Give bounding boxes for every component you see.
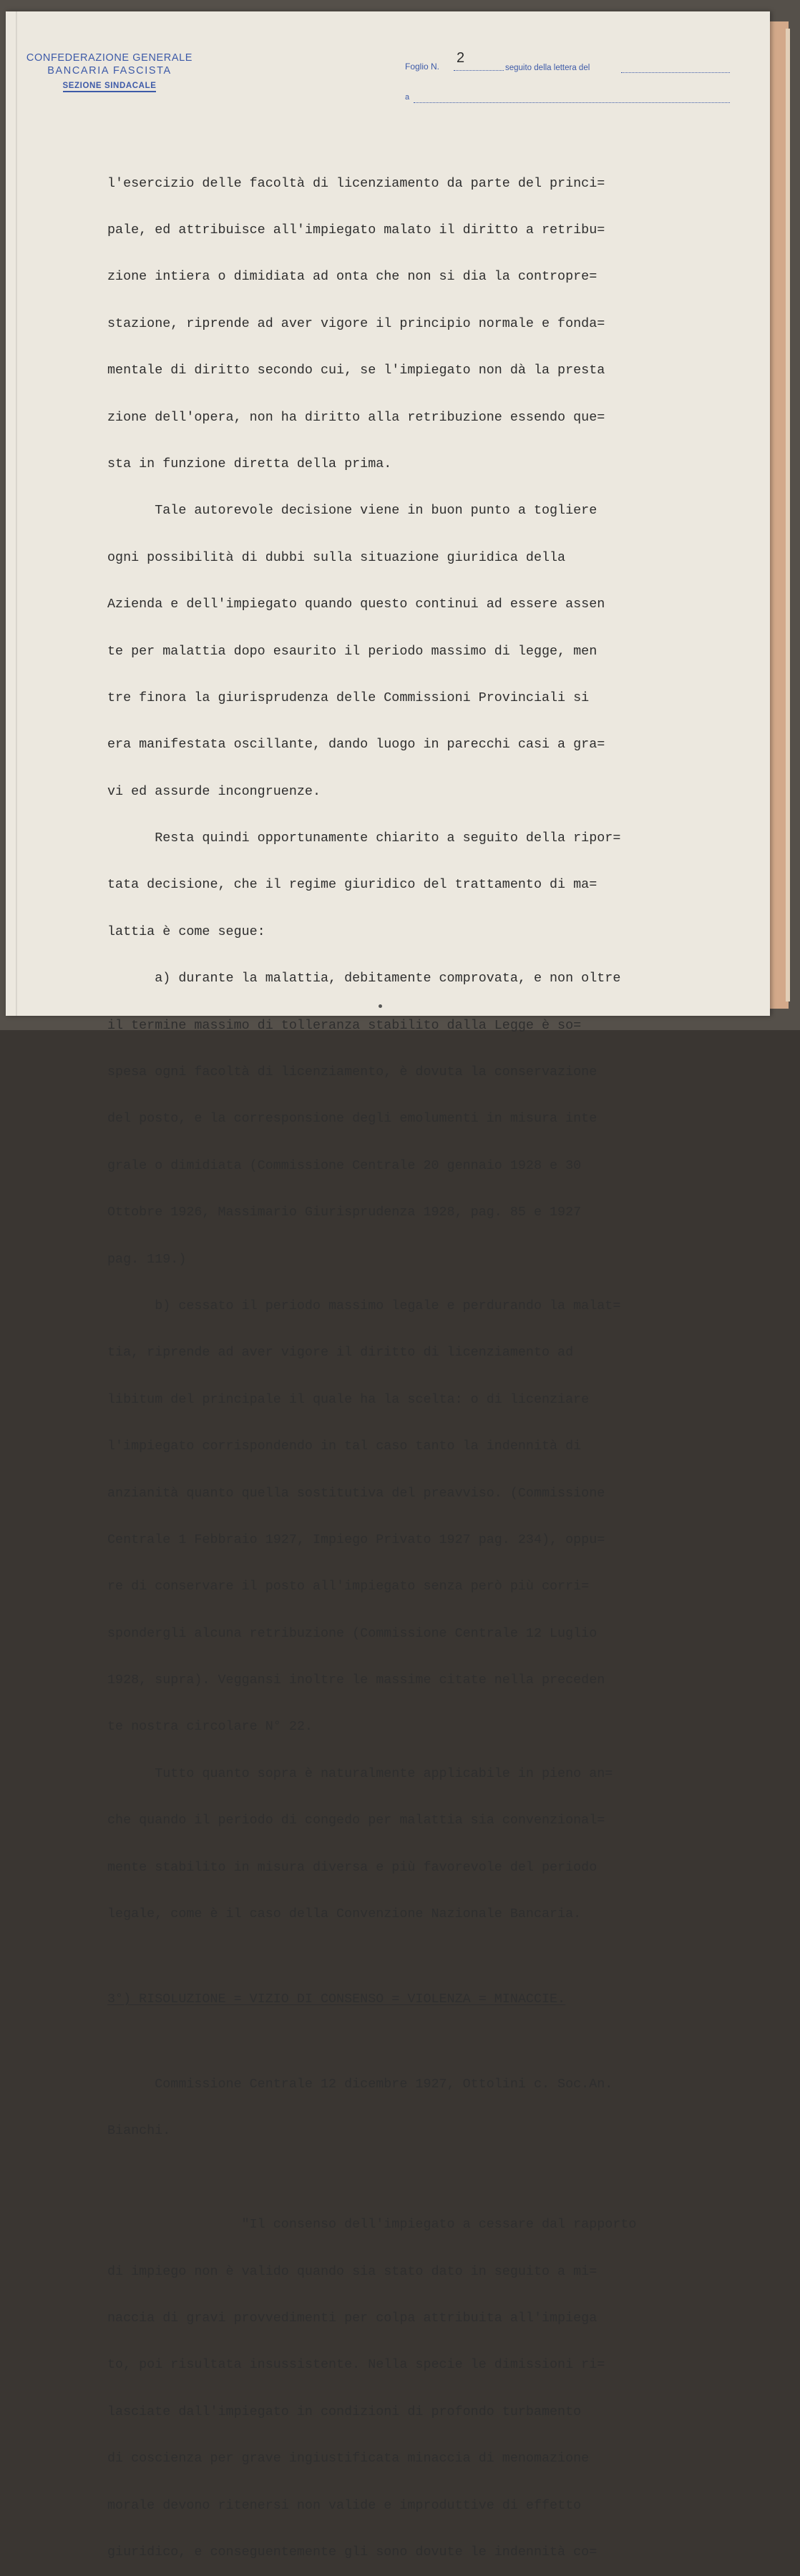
body-line: b) cessato il periodo massimo legale e perdurando la malat= xyxy=(107,1298,621,1313)
body-line: "Il consenso dell'impiegato a cessare dal rapporto xyxy=(107,2217,637,2233)
body-line: sta in funzione diretta della prima. xyxy=(107,456,392,471)
body-line: ogni possibilità di dubbi sulla situazione giuridica della xyxy=(107,549,566,565)
body-line: tre finora la giurisprudenza delle Commissioni Provinciali si xyxy=(107,690,590,705)
body-line: giuridico, e conseguentemente gli sono dovute le indennità co= xyxy=(107,2544,597,2560)
body-line: Ottobre 1926, Massimario Giurisprudenza 1928, pag. 85 e 1927 xyxy=(107,1205,582,1220)
body-line: Tale autorevole decisione viene in buon punto a togliere xyxy=(107,503,597,519)
body-line: era manifestata oscillante, dando luogo in parecchi casi a gra= xyxy=(107,737,605,753)
body-line: Azienda e dell'impiegato quando questo continui ad essere assen xyxy=(107,597,605,612)
body-line: tata decisione, che il regime giuridico del trattamento di ma= xyxy=(107,877,597,893)
body-line: zione dell'opera, non ha diritto alla retribuzione essendo que= xyxy=(107,409,605,425)
typewritten-body xyxy=(107,145,701,2576)
body-line: Bianchi. xyxy=(107,2123,171,2139)
recipient-label: a xyxy=(405,93,410,102)
body-line: 1928, supra). Veggansi inoltre le massime citate nella preceden xyxy=(107,1673,605,1688)
body-line: lasciate dall'impiegato in condizioni di profondo turbamento xyxy=(107,2404,582,2419)
seguito-label: seguito della lettera del xyxy=(505,64,590,72)
spacer xyxy=(107,2038,701,2045)
body-line: morale devono ritenersi non valide e improduttive di effetto xyxy=(107,2497,582,2513)
body-line: l'impiegato corrispondendo in tal caso tanto la indennità di xyxy=(107,1439,582,1454)
foglio-dotted-line xyxy=(454,70,504,71)
foglio-number: 2 xyxy=(457,50,465,66)
body-line: l'esercizio delle facoltà di licenziamento da parte del princi= xyxy=(107,175,605,191)
body-line: libitum del principale il quale ha la scelta: o di licenziare xyxy=(107,1391,590,1407)
body-line: grale o dimidiata (Commissione Centrale 20 gennaio 1928 e 30 xyxy=(107,1157,582,1173)
body-line: di coscienza per grave ingiustificata minaccia di menomazione xyxy=(107,2451,590,2467)
body-line: Resta quindi opportunamente chiarito a seguito della ripor= xyxy=(107,831,621,846)
body-line: lattia è come segue: xyxy=(107,924,265,939)
body-line: del posto, e la corresponsione degli emolumenti in misura inte xyxy=(107,1111,597,1127)
foglio-label: Foglio N. xyxy=(405,62,440,72)
body-line: Tutto quanto sopra è naturalmente applicabile in pieno an= xyxy=(107,1766,613,1781)
body-line: Centrale 1 Febbraio 1927, Impiego Privato 1927 pag. 234), oppu= xyxy=(107,1532,605,1547)
body-line: stazione, riprende ad aver vigore il principio normale e fonda= xyxy=(107,315,605,331)
spacer xyxy=(107,1953,701,1960)
page-mark-dot xyxy=(379,1004,382,1008)
body-line: pag. 119.) xyxy=(107,1251,187,1267)
seguito-dotted-line xyxy=(621,72,730,73)
body-line: mente stabilito in misura diversa e più favorevole del periodo xyxy=(107,1859,597,1875)
letterhead-line-1: CONFEDERAZIONE GENERALE xyxy=(26,52,193,64)
body-line: tia, riprende ad aver vigore il diritto di licenziamento ad xyxy=(107,1345,574,1361)
recipient-dotted-line xyxy=(414,102,730,103)
body-line: di impiego non è valido quando sia stato dato in seguito a mi= xyxy=(107,2263,597,2279)
letterhead-line-2: BANCARIA FASCISTA xyxy=(47,65,172,77)
body-line: pale, ed attribuisce all'impiegato malato il diritto a retribu= xyxy=(107,222,605,237)
section-heading: 3°) RISOLUZIONE = VIZIO DI CONSENSO = VIOLENZA = MINACCIE. xyxy=(107,1992,566,2007)
body-line xyxy=(107,2170,701,2186)
body-line: mentale di diritto secondo cui, se l'impiegato non dà la presta xyxy=(107,363,605,378)
letterhead-section: SEZIONE SINDACALE xyxy=(63,82,157,92)
body-line: a) durante la malattia, debitamente comprovata, e non oltre xyxy=(107,971,621,986)
body-line: vi ed assurde incongruenze. xyxy=(107,783,321,799)
page-fold xyxy=(16,11,17,1016)
body-line: zione intiera o dimidiata ad onta che non si dia la contropre= xyxy=(107,269,597,285)
letterhead xyxy=(20,52,199,92)
body-line: il termine massimo di tolleranza stabilito dalla Legge è so= xyxy=(107,1017,582,1033)
body-line: che quando il periodo di congedo per malattia sia convenzional= xyxy=(107,1813,605,1828)
body-line: to, poi risultata insussistente. Nella specie le dimissioni ri= xyxy=(107,2357,605,2373)
body-line: Commissione Centrale 12 dicembre 1927, Ottolini c. Soc.An. xyxy=(107,2077,613,2092)
body-line: spesa ogni facoltà di licenziamento, è dovuta la conservazione xyxy=(107,1064,597,1080)
body-line: te nostra circolare N° 22. xyxy=(107,1719,313,1735)
body-line: re di conservare il posto all'impiegato senza però più corri= xyxy=(107,1579,590,1595)
body-line: naccia di gravi provvedimenti per colpa attribuita all'impiega xyxy=(107,2310,597,2326)
body-line: legale, come è il caso della Convenzione Nazionale Bancaria. xyxy=(107,1906,582,1922)
underlying-page-edge-2 xyxy=(786,29,790,1001)
body-line: te per malattia dopo esaurito il periodo massimo di legge, men xyxy=(107,643,597,659)
body-line: spondergli alcuna retribuzione (Commissione Centrale 12 Luglio xyxy=(107,1625,597,1641)
body-line: anzianità quanto quella sostitutiva del preavviso. (Commissione xyxy=(107,1485,605,1501)
